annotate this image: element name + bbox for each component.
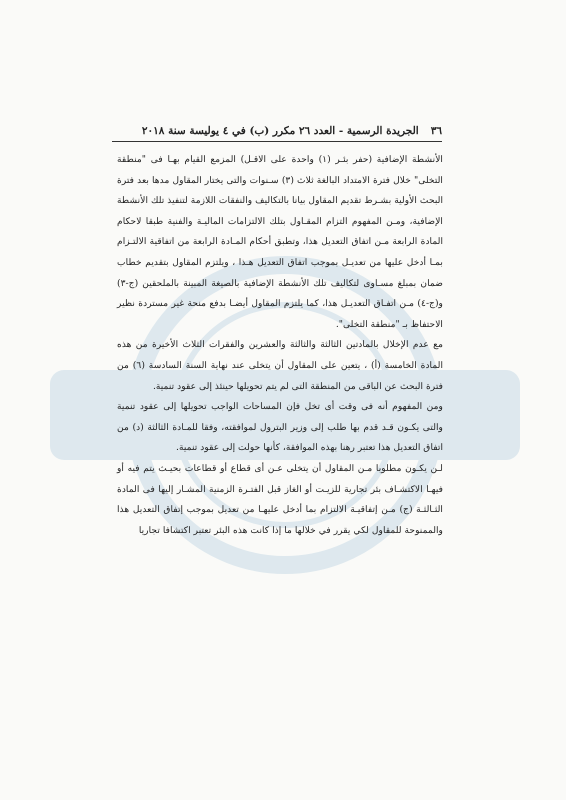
- paragraph: مع عدم الإخلال بالمادتين الثالثة والثالثة والعشرين والفقرات الثلاث الأخيرة من هذه المادة الخامسة (أ) ، يتعين على المقاول أن يتخلى عند نهاية السنة السادسة (٦) من فترة البحث عن الباقى من المنطقة التى لم يتم تحويلها حينئذ إلى عقود تنمية.: [117, 339, 443, 392]
- document-body: [117, 150, 443, 541]
- paragraph: لـن يكـون مطلوبا مـن المقاول أن يتخلى عـن أى قطاع أو قطاعات بحيـث يتم فيه أو فيهـا الاكتشـاف بئر تجارية للزيـت أو الغاز قبل الفتـرة الزمنية المشـار إليها فى المادة الثـالثـة (ج) مـن إتفاقيـة الالتزام بما أدخل عليهـا من تعديل بموجب إتفاق التعديل هذا والممنوحة للمقاول لكي يقرر في خلالها ما إذا كانت هذه البئر تعتبر اكتشافا تجاريا: [117, 462, 443, 536]
- page-number: ٣٦: [430, 125, 442, 137]
- header-title: الجريدة الرسمية - العدد ٢٦ مكرر (ب) في ٤ يوليسة سنة ٢٠١٨: [141, 125, 419, 137]
- paragraph: الأنشطة الإضافية (حفر بئـر (١) واحدة على الاقـل) المزمع القيام بهـا فى "منطقة التخلى" خلال فترة الامتداد البالغة ثلاث (٣) سـنوات والتى يختار المقاول مدها بعد فترة البحث الأولية بشـرط تقديم المقاول بيانا بالتكاليف والنفقات اللازمة لتنفيذ تلك الأنشطة الإضافية، ومـن المفهوم التزام المقـاول بتلك الالتزامات الماليـة والفنية طبقا لاحكام المادة الرابعة مـن اتفاق التعديل هذا، وتطبق أحكام المـادة الرابعة من اتفاقية الالتـزام بمـا أدخل عليها من تعديـل بموجب اتفاق التعديل هـذا ، ويلتزم المقاول بتقديم خطاب ضمان بمبلغ مسـاوى لتكاليف تلك الأنشطة الإضافية بالصيغة المبينة بالملحقين (ج-٣) و(ج-٤) مـن اتفـاق التعديـل هذا، كما يلتزم المقاول أيضـا بدفع منحة غير مستردة نظير الاحتفاظ بـ "منطقة التخلى".: [117, 154, 443, 330]
- header-rule: [112, 141, 442, 142]
- page-header: [112, 122, 442, 140]
- paragraph: ومن المفهوم أنه فى وقت أى تخل فإن المساحات الواجب تحويلها إلى عقود تنمية والتى يكـون قـد قدم بها طلب إلى وزير البترول لموافقته، وفقا للمـادة الثالثة (د) من اتفاق التعديل هذا تعتبر رهنا بهذه الموافقة، كأنها حولت إلى عقود تنمية.: [117, 401, 443, 454]
